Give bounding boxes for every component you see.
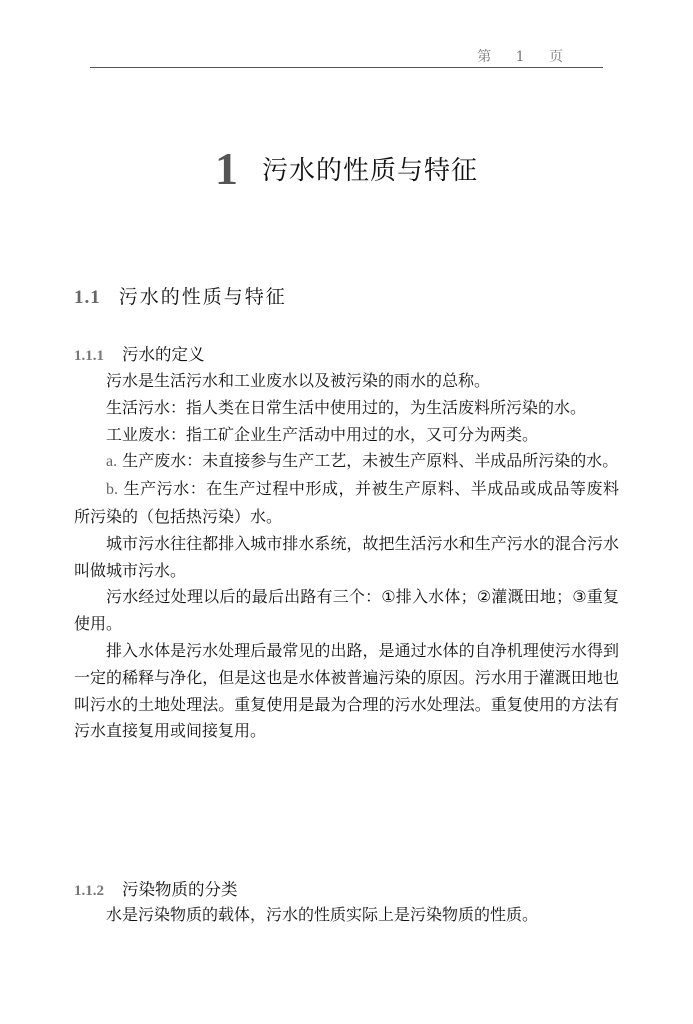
subsection-number-2: 1.1.2 — [74, 883, 104, 899]
section-number: 1.1 — [74, 287, 101, 308]
section-title: 污水的性质与特征 — [118, 286, 287, 308]
subsection-number-1: 1.1.1 — [74, 348, 104, 364]
paragraph: 污水经过处理以后的最后出路有三个：①排入水体；②灌溉田地；③重复使用。 — [74, 587, 619, 634]
paragraph: 城市污水往往都排入城市排水系统，故把生活污水和生产污水的混合污水叫做城市污水。 — [74, 533, 619, 580]
list-item-a — [74, 448, 619, 476]
list-marker-a: a. — [106, 453, 118, 471]
subsection-title-2: 污染物质的分类 — [122, 880, 238, 899]
subsection-heading-1 — [74, 341, 205, 365]
list-item-b — [74, 476, 619, 531]
page-number: 第 1 页 — [477, 49, 573, 65]
subsection-title-1: 污水的定义 — [122, 345, 205, 364]
subsection-heading-2 — [74, 876, 238, 900]
paragraph: 污水是生活污水和工业废水以及被污染的雨水的总称。 — [106, 371, 491, 390]
section-heading — [74, 282, 287, 309]
paragraph: 生活污水：指人类在日常生活中使用过的，为生活废料所污染的水。 — [106, 397, 587, 417]
paragraph: 排入水体是污水处理后最常见的出路，是通过水体的自净机理使污水得到一定的稀释与净化，但是这也是水体被普遍污染的原因。污水用于灌溉田地也叫污水的土地处理法。重复使用是最为合理的污水处理法。重复使用的方法有污水直接复用或间接复用。 — [74, 640, 619, 741]
list-item-text-b: 生产污水：在生产过程中形成，并被生产原料、半成品或成品等废料所污染的（包括热污染）水。 — [74, 479, 619, 526]
paragraph: 水是污染物质的载体，污水的性质实际上是污染物质的性质。 — [106, 905, 539, 924]
list-item-text-a: 生产废水：未直接参与生产工艺，未被生产原料、半成品所污染的水。 — [122, 451, 619, 471]
paragraph: 工业废水：指工矿企业生产活动中用过的水，又可分为两类。 — [106, 424, 539, 444]
subsection-body-2 — [74, 902, 619, 929]
chapter-number: 1 — [214, 143, 238, 194]
chapter-heading — [0, 142, 693, 195]
list-marker-b: b. — [106, 481, 118, 499]
chapter-title: 污水的性质与特征 — [261, 156, 478, 186]
running-header — [90, 38, 603, 68]
subsection-body-1 — [74, 368, 619, 745]
